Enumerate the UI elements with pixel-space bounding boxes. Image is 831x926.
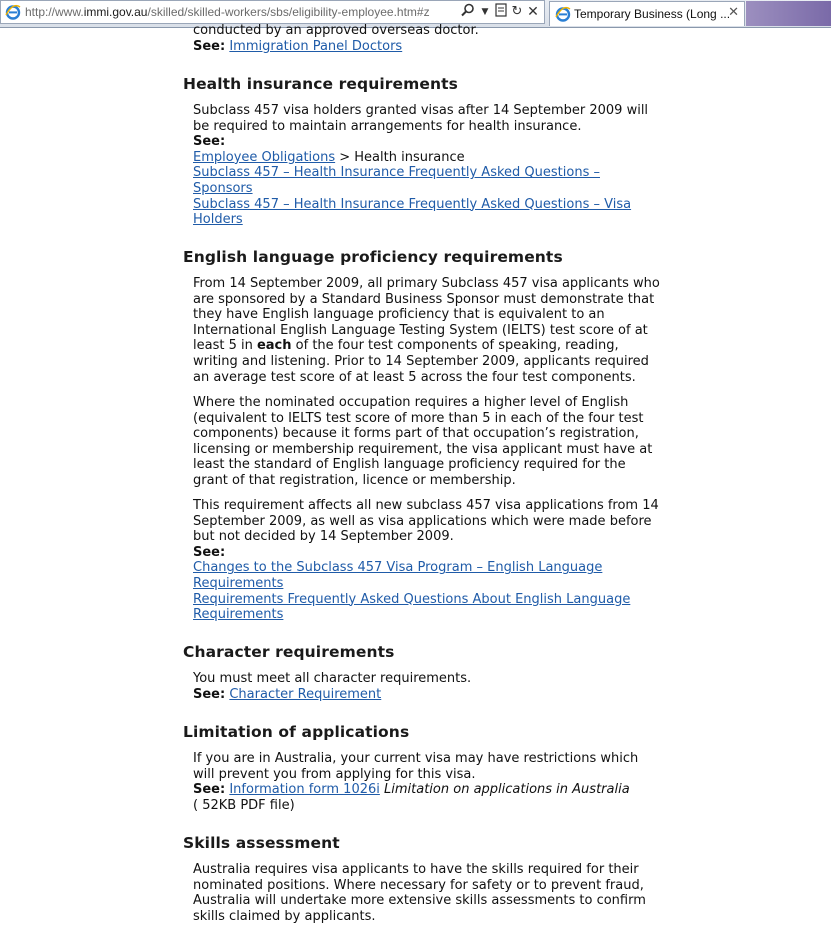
- compatibility-view-icon[interactable]: [493, 3, 509, 21]
- see-label: See:: [193, 544, 226, 560]
- limitation-text-line: will prevent you from applying for this visa.: [193, 766, 476, 782]
- tab-ie-logo-icon: [555, 6, 571, 22]
- url-prefix: http://www.: [25, 5, 84, 19]
- english-para-3: [193, 498, 661, 623]
- english-text-line: This requirement affects all new subclass 457 visa applications from 14: [193, 498, 659, 513]
- limitation-section: [183, 723, 663, 741]
- address-bar[interactable]: [0, 0, 545, 24]
- english-text-line: International English Language Testing System (IELTS) test score of at: [193, 322, 648, 338]
- health-faq-sponsors-link[interactable]: Subclass 457 – Health Insurance Frequently Asked Questions –: [193, 165, 600, 181]
- skills-text-line: Australia requires visa applicants to have the skills required for their: [193, 862, 639, 877]
- health-faq-sponsors-link-cont[interactable]: Sponsors: [193, 180, 253, 196]
- stop-icon[interactable]: ✕: [527, 4, 539, 20]
- ie-logo-icon: [5, 4, 21, 20]
- english-text-line: least the standard of English language proficiency required for the: [193, 457, 626, 473]
- english-faq-link-cont[interactable]: Requirements: [193, 607, 284, 623]
- employee-obligations-link[interactable]: Employee Obligations: [193, 149, 336, 165]
- search-icon[interactable]: [460, 3, 476, 21]
- health-text-line: be required to maintain arrangements for health insurance.: [193, 118, 582, 134]
- refresh-icon[interactable]: ↻: [511, 4, 523, 19]
- english-text-line: but not decided by 14 September 2009.: [193, 529, 454, 545]
- see-label: See:: [193, 134, 226, 150]
- file-size-info: ( 52KB PDF file): [193, 797, 295, 813]
- health-text-line: Subclass 457 visa holders granted visas after 14 September 2009 will: [193, 103, 649, 118]
- changes-457-english-link-cont[interactable]: Requirements: [193, 575, 284, 591]
- skills-heading: Skills assessment: [183, 834, 340, 852]
- new-tab-area[interactable]: [746, 1, 831, 26]
- skills-text-line: Australia will undertake more extensive skills assessments to confirm: [193, 893, 646, 909]
- character-requirement-link[interactable]: Character Requirement: [229, 686, 382, 702]
- skills-section: [183, 834, 663, 852]
- fragment-line: conducted by an approved overseas doctor.: [193, 23, 479, 38]
- information-form-1026i-link[interactable]: Information form 1026i: [229, 782, 380, 798]
- skills-text-line: skills claimed by applicants.: [193, 908, 376, 924]
- text-span: of the four test components of speaking, reading,: [291, 338, 619, 354]
- changes-457-english-link[interactable]: Changes to the Subclass 457 Visa Program – English Language: [193, 560, 603, 576]
- limitation-heading: Limitation of applications: [183, 723, 410, 741]
- see-label: See:: [193, 782, 226, 798]
- english-faq-link[interactable]: Requirements Frequently Asked Questions About English Language: [193, 591, 631, 607]
- health-faq-visa-holders-link-cont[interactable]: Holders: [193, 212, 243, 228]
- english-heading: English language proficiency requirements: [183, 248, 563, 266]
- character-heading: Character requirements: [183, 643, 395, 661]
- english-para-2: [193, 395, 661, 489]
- breadcrumb-suffix: > Health insurance: [335, 149, 465, 165]
- health-insurance-body: [193, 103, 661, 228]
- tab-title: Temporary Business (Long ...: [574, 7, 731, 21]
- limitation-body: [193, 751, 661, 813]
- english-text-line: From 14 September 2009, all primary Subclass 457 visa applicants who: [193, 276, 660, 291]
- english-text-line: writing and listening. Prior to 14 September 2009, applicants required: [193, 353, 649, 369]
- character-body: [193, 671, 661, 702]
- form-title: Limitation on applications in Australia: [384, 782, 630, 798]
- english-text-line: components) because it forms part of that occupation’s registration,: [193, 426, 639, 442]
- english-text-line: are sponsored by a Standard Business Sponsor must demonstrate that: [193, 291, 655, 307]
- english-text-line: (equivalent to IELTS test score of more than 5 in each of the four test: [193, 410, 644, 426]
- medical-fragment: [193, 23, 661, 54]
- health-faq-visa-holders-link[interactable]: Subclass 457 – Health Insurance Frequently Asked Questions – Visa: [193, 196, 632, 212]
- skills-text-line: nominated positions. Where necessary for safety or to prevent fraud,: [193, 877, 644, 893]
- immigration-panel-doctors-link[interactable]: Immigration Panel Doctors: [229, 38, 403, 54]
- english-text-line: they have English language proficiency that is equivalent to an: [193, 307, 605, 323]
- dropdown-arrow-icon[interactable]: ▼: [481, 7, 489, 17]
- english-text-line: grant of that registration, licence or membership.: [193, 472, 516, 488]
- character-text: You must meet all character requirements.: [193, 671, 472, 686]
- english-text-line: September 2009, as well as visa applications which were made before: [193, 513, 652, 529]
- url-domain: immi.gov.au: [83, 5, 148, 19]
- english-text-line: Where the nominated occupation requires a higher level of English: [193, 395, 629, 410]
- health-insurance-heading: Health insurance requirements: [183, 75, 458, 93]
- english-text-line: [193, 338, 661, 354]
- character-section: [183, 643, 663, 661]
- english-para-1: [193, 276, 661, 385]
- see-label: See:: [193, 686, 226, 702]
- text-span: least 5 in: [193, 338, 257, 354]
- see-label: See:: [193, 38, 226, 54]
- english-text-line: an average test score of at least 5 across the four test components.: [193, 369, 636, 385]
- emphasis-each: each: [256, 338, 292, 354]
- url-path: /skilled/skilled-workers/sbs/eligibility-employee.htm#z: [147, 5, 430, 19]
- tab-close-icon[interactable]: ✕: [728, 5, 739, 20]
- limitation-text-line: If you are in Australia, your current visa may have restrictions which: [193, 751, 639, 766]
- skills-body: [193, 862, 661, 924]
- health-insurance-section: [183, 75, 663, 93]
- address-url[interactable]: [25, 5, 455, 19]
- english-text-line: licensing or membership requirement, the visa applicant must have at: [193, 441, 653, 457]
- english-section: [183, 248, 663, 266]
